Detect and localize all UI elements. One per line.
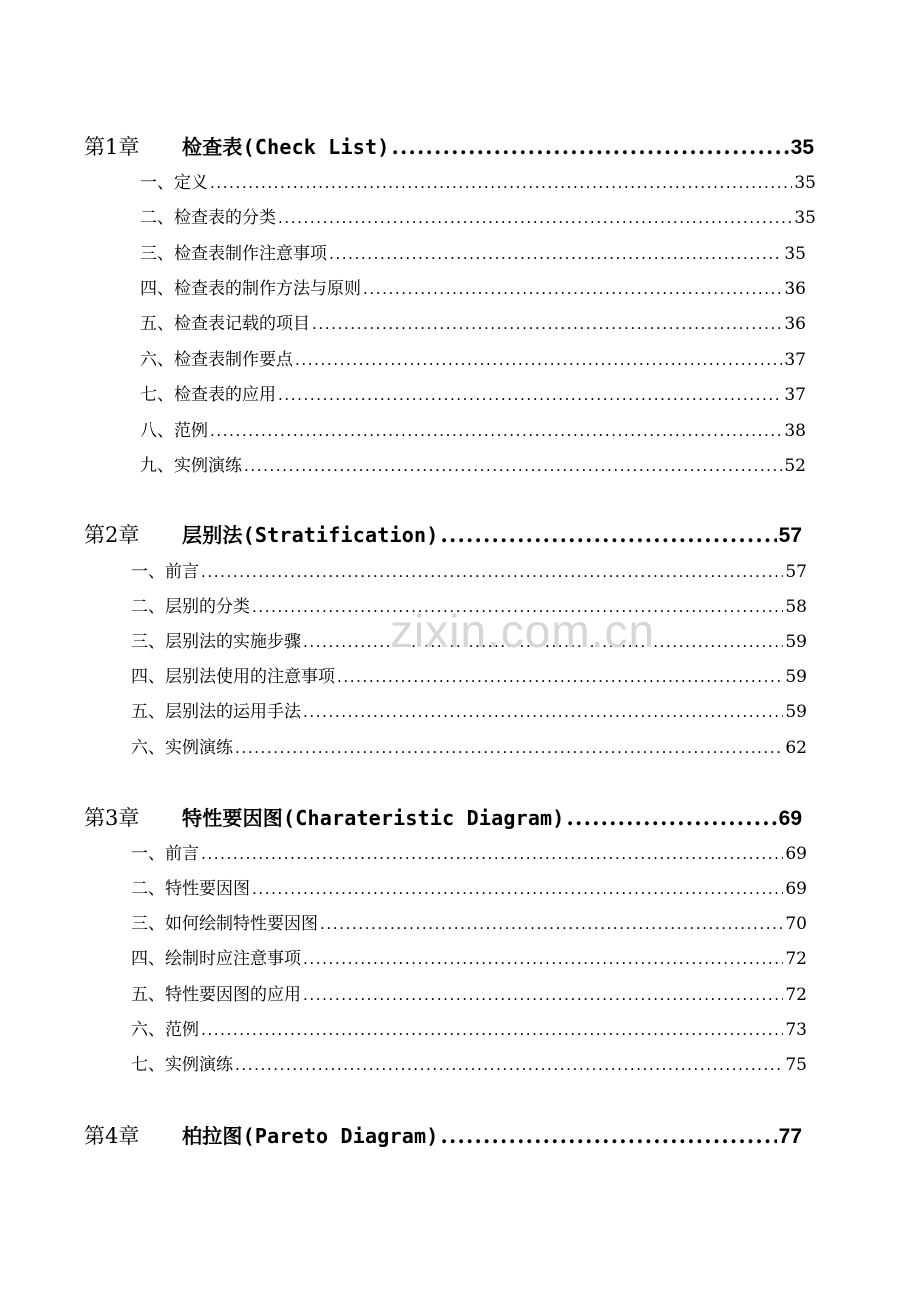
page-number: 59: [785, 667, 807, 687]
page-number: 35: [790, 136, 814, 159]
entry-title: 四、层别法使用的注意事项: [131, 667, 335, 687]
page-number: 72: [785, 985, 807, 1005]
dot-leader: [303, 629, 783, 655]
dot-leader: [303, 946, 783, 972]
toc-entry[interactable]: [140, 453, 806, 479]
dot-leader: [303, 982, 783, 1008]
toc-entry[interactable]: [140, 382, 806, 408]
entry-title: 九、实例演练: [140, 456, 242, 476]
entry-title: 三、如何绘制特性要因图: [131, 914, 318, 934]
entry-title: 四、绘制时应注意事项: [131, 949, 301, 969]
page-number: 72: [785, 949, 807, 969]
toc-entry[interactable]: [131, 699, 807, 725]
dot-leader: [320, 911, 783, 937]
page-number: 35: [794, 208, 816, 228]
chapter-heading-4[interactable]: [84, 1121, 802, 1151]
toc-entry[interactable]: [131, 1052, 807, 1078]
page-number: 38: [784, 421, 806, 441]
entry-title: 二、层别的分类: [131, 597, 250, 617]
chapter-number: 第4章: [84, 1124, 140, 1148]
page-number: 58: [785, 597, 807, 617]
entry-title: 四、检查表的制作方法与原则: [140, 279, 361, 299]
toc-entry[interactable]: [140, 241, 806, 267]
toc-entry[interactable]: [140, 311, 806, 337]
toc-entry[interactable]: [131, 629, 807, 655]
toc-entry[interactable]: [131, 664, 807, 690]
toc-entry[interactable]: [131, 594, 807, 620]
dot-leader: [440, 1121, 776, 1151]
dot-leader: [235, 1052, 783, 1078]
dot-leader: [201, 841, 783, 867]
entry-title: 五、检查表记载的项目: [140, 314, 310, 334]
entry-title: 一、定义: [140, 173, 208, 193]
page-number: 77: [778, 1125, 802, 1148]
dot-leader: [252, 594, 783, 620]
page-number: 70: [785, 914, 807, 934]
dot-leader: [201, 1017, 783, 1043]
dot-leader: [278, 382, 782, 408]
entry-title: 一、前言: [131, 562, 199, 582]
toc-entry[interactable]: [140, 418, 806, 444]
page-number: 75: [785, 1055, 807, 1075]
page-number: 59: [785, 702, 807, 722]
toc-entry[interactable]: [131, 1017, 807, 1043]
toc-entry[interactable]: [140, 347, 806, 373]
dot-leader: [567, 803, 777, 833]
chapter-number: 第1章: [84, 135, 140, 159]
toc-entry[interactable]: [131, 876, 807, 902]
chapter-title: 柏拉图(Pareto Diagram): [182, 1124, 439, 1148]
chapter-heading-2[interactable]: [84, 520, 802, 550]
toc-entry[interactable]: [131, 841, 807, 867]
entry-title: 六、范例: [131, 1020, 199, 1040]
toc-entry[interactable]: [140, 276, 806, 302]
entry-title: 八、范例: [140, 421, 208, 441]
dot-leader: [312, 311, 782, 337]
entry-title: 六、检查表制作要点: [140, 350, 293, 370]
dot-leader: [244, 453, 782, 479]
entry-title: 五、特性要因图的应用: [131, 985, 301, 1005]
page-number: 57: [778, 524, 802, 547]
page-number: 36: [784, 279, 806, 299]
toc-entry[interactable]: [140, 170, 816, 196]
chapter-heading-3[interactable]: [84, 803, 802, 833]
toc-entry[interactable]: [131, 911, 807, 937]
page-number: 57: [785, 562, 807, 582]
entry-title: 七、实例演练: [131, 1055, 233, 1075]
page-number: 73: [785, 1020, 807, 1040]
dot-leader: [235, 735, 783, 761]
page-number: 37: [784, 385, 806, 405]
page-number: 62: [785, 738, 807, 758]
dot-leader: [210, 418, 782, 444]
dot-leader: [295, 347, 782, 373]
chapter-title: 层别法(Stratification): [182, 523, 439, 547]
dot-leader: [337, 664, 783, 690]
dot-leader: [440, 520, 776, 550]
entry-title: 七、检查表的应用: [140, 385, 276, 405]
toc-entry[interactable]: [131, 559, 807, 585]
chapter-heading-1[interactable]: [84, 132, 814, 162]
chapter-number: 第2章: [84, 523, 140, 547]
page-number: 37: [784, 350, 806, 370]
dot-leader: [252, 876, 783, 902]
dot-leader: [363, 276, 782, 302]
entry-title: 三、层别法的实施步骤: [131, 632, 301, 652]
entry-title: 二、特性要因图: [131, 879, 250, 899]
page-number: 35: [794, 173, 816, 193]
dot-leader: [278, 205, 792, 231]
page-number: 59: [785, 632, 807, 652]
page-number: 36: [784, 314, 806, 334]
dot-leader: [210, 170, 792, 196]
toc-entry[interactable]: [131, 946, 807, 972]
dot-leader: [329, 241, 782, 267]
dot-leader: [201, 559, 783, 585]
entry-title: 一、前言: [131, 844, 199, 864]
page-number: 52: [784, 456, 806, 476]
entry-title: 五、层别法的运用手法: [131, 702, 301, 722]
chapter-number: 第3章: [84, 806, 140, 830]
page-number: 69: [785, 879, 807, 899]
entry-title: 六、实例演练: [131, 738, 233, 758]
watermark-text: zixin.com.cn: [390, 605, 656, 657]
chapter-title: 特性要因图(Charateristic Diagram): [182, 806, 565, 830]
toc-entry[interactable]: [131, 735, 807, 761]
dot-leader: [303, 699, 783, 725]
entry-title: 二、检查表的分类: [140, 208, 276, 228]
entry-title: 三、检查表制作注意事项: [140, 244, 327, 264]
page-number: 69: [778, 807, 802, 830]
dot-leader: [392, 132, 789, 162]
page-number: 69: [785, 844, 807, 864]
toc-entry[interactable]: [131, 982, 807, 1008]
toc-entry[interactable]: [140, 205, 816, 231]
page-number: 35: [784, 244, 806, 264]
chapter-title: 检查表(Check List): [182, 135, 390, 159]
